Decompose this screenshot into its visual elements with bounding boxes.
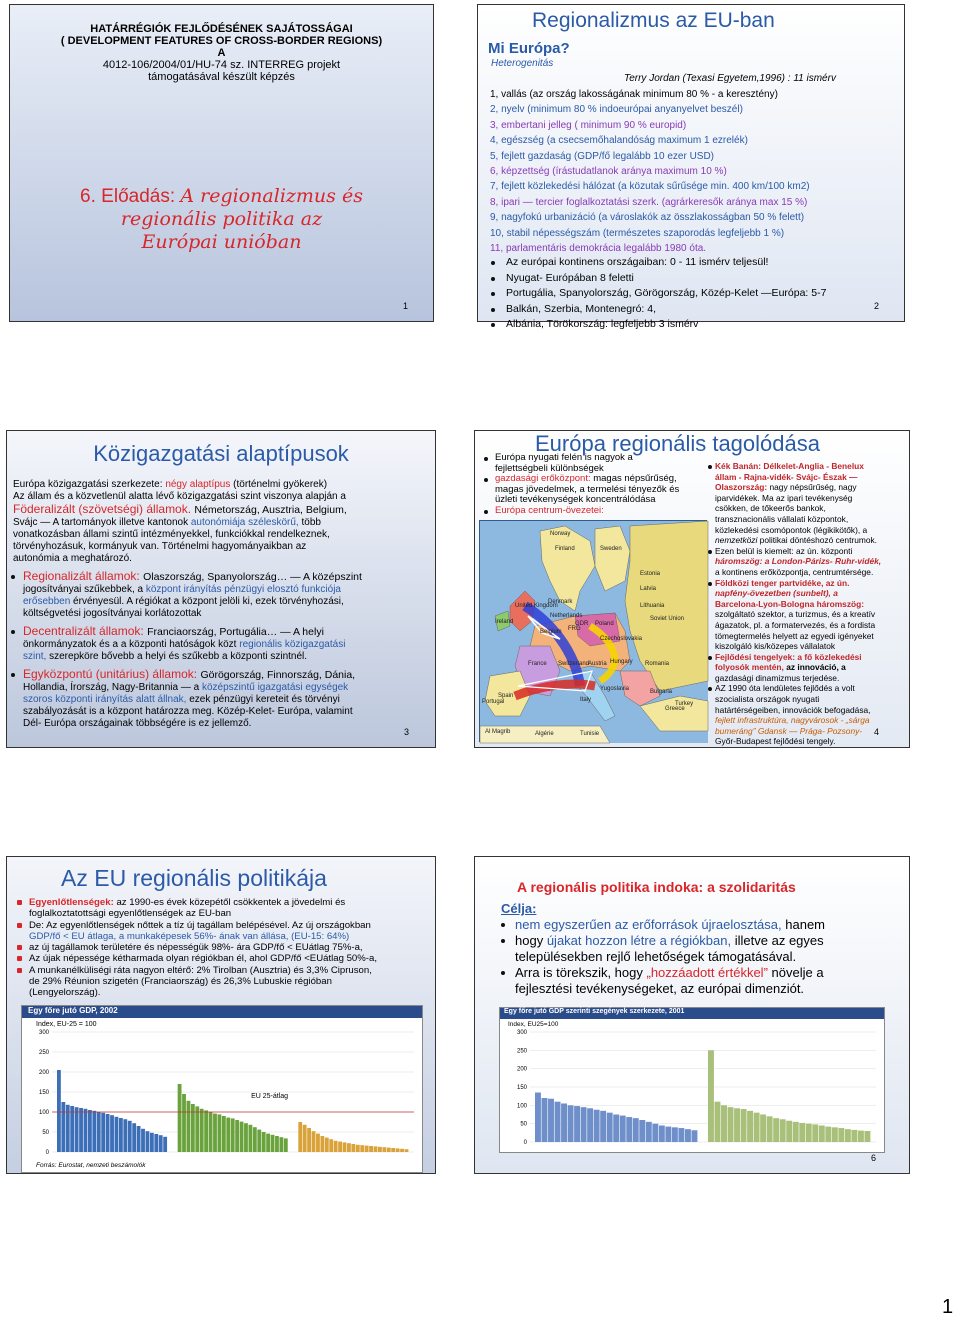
bar (633, 1118, 639, 1142)
bar (159, 1135, 163, 1152)
bar (734, 1108, 740, 1142)
bar (303, 1125, 307, 1152)
centrum-text-line: közlekedési csomópontok (légikikötők), a (715, 524, 868, 535)
bar (780, 1119, 786, 1142)
criterion: 11, parlamentáris demokrácia legalább 1980 óta. (490, 243, 707, 255)
chart-subtitle: Index, EU-25 = 100 (36, 1021, 97, 1028)
bar (163, 1137, 167, 1152)
bar (213, 1114, 217, 1152)
y-tick-label: 150 (516, 1085, 527, 1091)
bar (600, 1111, 606, 1142)
centrum-text-line: ágazatok, pl. a formatervezés, és a fordista (715, 619, 876, 630)
criterion: 3, embertani jelleg ( minimum 90 % europid) (490, 119, 687, 131)
bar (574, 1106, 580, 1142)
bar (271, 1135, 275, 1152)
slide-body: Európa közigazgatási szerkezete: négy alaptípus (történelmi gyökerek) Az állam és a közvetlenül alatta lévő közigazgatási szint viszonya alapján a Föderalizált (szövetségi) államok. Németország, Ausztria, Belgium, Svájc — A tartományok illetve kantonok autonómiája széleskörű, több vonatkozásban állami szintű intézményekkel, funkciókkal rendelkeznek, törvényhozásuk, kormányuk van. Történelmi hagyományaikban az autonómia a meghatározó. Regionalizált államok: Olaszország, Spanyolország… — A középszint jogosítványai szűkebbek, a központ irányítás pénzügyi elosztó funkciója erősebben érvényesül. A régiókat a központ jelöli ki, ezek törvényhozási, költségvetési jogosítványai korlátozottak Decentralizált államok: Franciaország, Portugália… — A helyi önkormányzatok és a a központi hatóságok közt regionális közigazgatási szint, szerepköre bővebb a helyi és szűkebb a központi szintnél. Egyközpontú (unitárius) államok: Görögország, Finnország, Dánia, Hollandia, Írország, Nagy-Britannia — a középszintű igazgatási egységek szoros központi irányítás alatt állnak, ezek pénzügyi kereteit és törvényi szabályozását is a központ határozza meg. Közép-Kelet- Európa, valamint Dél- Európa országainak többségére is ez jellemző. (13, 479, 362, 729)
centrum-text-line: kiszolgáló kis/közepes vállalatok (715, 641, 836, 652)
bar (154, 1134, 158, 1152)
project-title: HATÁRRÉGIÓK FEJLŐDÉSÉNEK SAJÁTOSSÁGAI ( DEVELOPMENT FEATURES OF CROSS-BORDER REGIONS) A 4012-106/2004/01/HU-74 sz. INTERREG projekt támogatásával készült képzés (60, 23, 383, 83)
map-country-label: Norway (550, 531, 571, 537)
centrum-text-line: Ezen belül is kiemelt: az ún. központi (715, 546, 911, 557)
slide-6 (474, 856, 910, 1174)
bar (721, 1105, 727, 1142)
map-country-label: Tunisie (580, 731, 600, 737)
centrum-text-line: állam - Rajna-vidék- Svájc- Észak — (715, 471, 858, 482)
bar (307, 1128, 311, 1152)
chart-source: Forrás: Eurostat, nemzeti beszámolók (36, 1162, 146, 1169)
slide-number: 2 (874, 301, 880, 311)
centrum-text-line: szolgáltató szektor, a turizmus, és a kreatív (715, 609, 876, 620)
bar (382, 1147, 386, 1152)
bar (767, 1116, 773, 1142)
centrum-text-line: gazdasági dinamizmus terjedése. (715, 672, 840, 683)
bar (665, 1127, 671, 1142)
bar (347, 1143, 351, 1152)
bar (356, 1145, 360, 1152)
bar (275, 1136, 279, 1152)
bar (396, 1148, 400, 1152)
slide-5 (6, 856, 436, 1174)
right-text (715, 461, 911, 747)
bar (535, 1093, 541, 1143)
y-tick-label: 200 (38, 1070, 49, 1076)
bar (218, 1114, 222, 1152)
bar (329, 1139, 333, 1152)
centrum-text-line: Kék Banán: Délkelet-Anglia - Benelux (715, 461, 911, 472)
bar (786, 1121, 792, 1142)
bar (61, 1102, 65, 1152)
map-country-label: Turkey (675, 701, 694, 707)
bar (279, 1137, 283, 1152)
criterion: 5, fejlett gazdaság (GDP/fő legalább 10 ezer USD) (490, 150, 715, 162)
bar (187, 1101, 191, 1152)
slide-heading: A regionális politika indoka: a szolidaritás (517, 879, 796, 895)
bullet-item: Portugália, Spanyolország, Görögország, Közép-Kelet —Európa: 5-7 (488, 286, 826, 302)
bar (793, 1122, 799, 1142)
heterogenity-label: Heterogenitás (491, 58, 554, 69)
slide-body: nem egyszerűen az erőforrások újraelosztása, hanem hogy újakat hozzon létre a régiókban, illetve az egyes településekben rejlő lehetőségek támogatásával. Arra is törekszik, hogy „hozzáadott értékkel” növelje a fejlesztési tevékenységeket, az európai dimenziót. (497, 917, 907, 997)
bar (209, 1112, 213, 1152)
slide-heading: Közigazgatási alaptípusok (93, 441, 349, 466)
bar (123, 1119, 127, 1152)
bar (652, 1124, 658, 1142)
centrum-text-line: bumeráng” Gdansk — Prága- Pozsony- (715, 725, 863, 736)
bar (594, 1110, 600, 1142)
bar (378, 1147, 382, 1152)
slide-number: 4 (874, 727, 880, 737)
bar (864, 1131, 870, 1142)
bar (747, 1111, 753, 1142)
map-country-label: Switzerland (558, 661, 590, 667)
bar (581, 1107, 587, 1142)
slide-body: Egyenlőtlenségek: az 1990-es évek közepétől csökkentek a jövedelmi és foglalkoztatottsági egyenlőtlenségek az EU-ban De: Az egyenlőtlenségek nőttek a tíz új tagállam belépésével. Az új országokban GDP/fő < EU átlaga, a munkaképesek 56%- ának van állása, (EU-15: 64%) az új tagállamok területére és népességük 98%- ára GDP/fő < EUátlag 75%-a, Az újak népessége kétharmada olyan régiókban él, ahol GDP/fő <EUátlag 50%-a, A munkanélküliségi ráta nagyon eltérő: 2% Tirolban (Ausztria) és 3,3% Cipruson, de 29% Réunion szigetén (Franciaország) és 26,3% Lubuskie régióban (Lengyelország). (17, 897, 437, 999)
criterion: 6, képzettség (írástudatlanok aránya maximum 10 %) (490, 166, 727, 178)
bar (84, 1109, 88, 1152)
bar (235, 1120, 239, 1152)
bar (819, 1126, 825, 1143)
chart-title: Egy főre jutó GDP, 2002 (28, 1006, 118, 1015)
bar (70, 1106, 74, 1152)
centrum-text-line: Fejlődési tengelyek: a fő közlekedési (715, 652, 911, 663)
bar (832, 1127, 838, 1142)
slide-2 (477, 4, 905, 331)
centrum-text-line: háromszög: a London-Párizs- Ruhr-vidék, (715, 556, 882, 567)
bar (110, 1115, 114, 1152)
bar (88, 1110, 92, 1152)
map-country-label: Lithuania (640, 603, 665, 609)
bar (400, 1149, 404, 1152)
bar (728, 1107, 734, 1142)
bar (613, 1115, 619, 1143)
bar (754, 1113, 760, 1142)
bar (248, 1125, 252, 1152)
source-note: Terry Jordan (Texasi Egyetem,1996) : 11 ismérv (624, 73, 836, 84)
bar (773, 1118, 779, 1142)
bar (845, 1129, 851, 1142)
y-tick-label: 50 (42, 1130, 49, 1136)
bar (369, 1146, 373, 1152)
bullet-item: Albánia, Törökország: legfeljebb 3 ismérv (488, 317, 826, 333)
centrum-text-line: a kontinens erőközpontja, centrumtérsége. (715, 566, 874, 577)
bar (231, 1118, 235, 1152)
map-country-label: Czechoslovakia (600, 636, 643, 642)
centrum-text-line: csökken, de tőkeerős bankok, (715, 503, 826, 514)
chart-5-svg (22, 1026, 424, 1166)
slide-3 (6, 430, 436, 748)
bar (639, 1120, 645, 1142)
criterion: 2, nyelv (minimum 80 % indoeurópai anyanyelvet beszél) (490, 104, 743, 116)
map-country-label: Italy (580, 697, 592, 703)
criterion: 10, stabil népességszám (természetes szaporodás legfeljebb 1 %) (490, 227, 785, 239)
bullet-item: Nyugat- Európában 8 feletti (488, 271, 826, 287)
bar (715, 1102, 721, 1142)
bar (226, 1118, 230, 1152)
map-country-label: Soviet Union (650, 616, 685, 622)
bar (851, 1130, 857, 1142)
bar (262, 1132, 266, 1152)
bar (678, 1128, 684, 1142)
bar (325, 1138, 329, 1152)
map-country-label: Spain (498, 693, 514, 699)
bar (178, 1084, 182, 1152)
map-country-label: Portugal (482, 699, 505, 705)
map-country-label: Ireland (495, 619, 514, 625)
bar (685, 1129, 691, 1142)
lecture-title: 6. Előadás: A regionalizmus és regionális politika az Európai unióban (80, 185, 363, 253)
bar (312, 1131, 316, 1152)
map-country-label: Denmark (548, 599, 573, 605)
y-tick-label: 300 (38, 1030, 49, 1036)
bar (620, 1116, 626, 1142)
bullet-item: Az európai kontinens országaiban: 0 - 11 ismérv teljesül! (488, 255, 826, 271)
bar (146, 1131, 150, 1152)
bar (626, 1117, 632, 1142)
y-tick-label: 250 (38, 1050, 49, 1056)
bar (405, 1149, 409, 1152)
bar (391, 1148, 395, 1152)
bar (132, 1123, 136, 1152)
gdp-chart-2001 (499, 1007, 885, 1153)
slide-number: 6 (871, 1153, 877, 1163)
bar (298, 1122, 302, 1152)
bar (542, 1098, 548, 1142)
bar (222, 1116, 226, 1152)
bar (119, 1118, 123, 1152)
centrum-text-line: határtérségeiben, innovációk befogadása, (715, 704, 871, 715)
bar (659, 1126, 665, 1143)
bar (351, 1144, 355, 1152)
bar (858, 1131, 864, 1142)
bar (568, 1105, 574, 1142)
map-country-label: Sweden (600, 546, 622, 552)
y-tick-label: 100 (516, 1103, 527, 1110)
criteria-list (490, 87, 810, 256)
centrum-text-line: Győr-Budapest fejlődési tengely. (715, 736, 836, 747)
centrum-text-line: napfény-övezetben (sunbelt), a (715, 588, 838, 599)
map-country-label: Estonia (640, 571, 661, 577)
bar (115, 1117, 119, 1152)
bar (691, 1130, 697, 1142)
bar (150, 1133, 154, 1152)
slide-number: 3 (404, 727, 410, 737)
bar (338, 1142, 342, 1152)
map-country-label: Belgium (540, 629, 562, 635)
slide-heading: Európa regionális tagolódása (535, 431, 820, 456)
gdp-chart-2002 (21, 1005, 423, 1173)
y-tick-label: 250 (516, 1048, 527, 1055)
bar (555, 1102, 561, 1142)
map-country-label: Algérie (535, 731, 554, 737)
y-tick-label: 300 (516, 1030, 527, 1036)
map-country-label: Yugoslavia (600, 686, 630, 692)
map-country-label: France (528, 661, 547, 667)
bar (266, 1134, 270, 1152)
map-country-label: Finland (555, 546, 575, 552)
average-label: EU 25-átlag (251, 1093, 289, 1100)
bar (284, 1138, 288, 1152)
subheading: Mi Európa? (488, 40, 570, 57)
centrum-text-line: AZ 1990 óta lendületes fejlődés a volt (715, 683, 911, 694)
centrum-text-line: folyosók mentén, az innováció, a (715, 662, 846, 673)
map-country-label: Latvia (640, 586, 657, 592)
bar (838, 1128, 844, 1142)
map-country-label: Romania (645, 661, 670, 667)
map-country-label: GDR (575, 621, 589, 627)
bullet-item: Balkán, Szerbia, Montenegró: 4, (488, 302, 826, 318)
centrum-text-line: szocialista országok nyugati (715, 694, 820, 705)
bar (92, 1111, 96, 1152)
chart-title: Egy főre jutó GDP szerinti szegények szerkezete, 2001 (504, 1008, 685, 1015)
map-country-label: Poland (595, 621, 614, 627)
bar (141, 1129, 145, 1152)
y-tick-label: 150 (38, 1090, 49, 1096)
map-country-label: Hungary (610, 659, 633, 665)
bar (708, 1050, 714, 1142)
left-bullets: Európa nyugati felén is nagyok a fejlettségbeli különbségek gazdasági erőközpont: magas népsűrűség, magas jövedelmek, a termelési tényezők és üzleti tevékenységek koncentrálódása Európa centrum-övezetei: (481, 453, 721, 516)
summary-bullets (488, 255, 826, 333)
bar (195, 1106, 199, 1152)
y-tick-label: 50 (520, 1121, 527, 1128)
bar (128, 1121, 132, 1152)
slide-heading: Regionalizmus az EU-ban (532, 9, 775, 32)
bar (200, 1109, 204, 1152)
bar (79, 1108, 83, 1152)
bar (741, 1109, 747, 1142)
bar (374, 1146, 378, 1152)
bar (57, 1070, 61, 1152)
bar (799, 1123, 805, 1142)
map-country-label: Bulgaria (650, 689, 673, 695)
centrum-text-line: Olaszország: nagy népsűrűség, nagy (715, 482, 857, 493)
bar (334, 1141, 338, 1152)
bar (204, 1110, 208, 1152)
bar (760, 1115, 766, 1143)
bar (97, 1112, 101, 1152)
bar (561, 1104, 567, 1143)
goal-label: Célja: (501, 901, 537, 916)
map-country-label: Al Magrib (485, 729, 511, 735)
bar (360, 1145, 364, 1152)
bar (75, 1107, 79, 1152)
bar (343, 1142, 347, 1152)
bar (587, 1108, 593, 1142)
bar (101, 1113, 105, 1152)
page-number: 1 (942, 1296, 954, 1318)
y-tick-label: 100 (38, 1110, 49, 1116)
map-country-label: Austria (588, 661, 607, 667)
y-tick-label: 200 (516, 1066, 527, 1073)
bar (182, 1094, 186, 1152)
criterion: 4, egészség (a csecsemőhalandóság maximum 1 ezrelék) (490, 135, 748, 147)
y-tick-label: 0 (523, 1140, 527, 1146)
map-country-label: Greece (665, 706, 685, 712)
bar (387, 1148, 391, 1152)
slide-1 (9, 4, 434, 322)
bar (548, 1099, 554, 1142)
criterion: 1, vallás (az ország lakosságának minimum 80 % - a keresztény) (490, 89, 778, 100)
bar (825, 1127, 831, 1142)
centrum-text-line: nemzetközi politikai döntéshozó centrumok. (715, 535, 878, 546)
bar (244, 1123, 248, 1152)
bar (191, 1104, 195, 1152)
bar (253, 1127, 257, 1152)
bar (672, 1127, 678, 1142)
map-country-label: Netherlands (550, 613, 583, 619)
centrum-text-line: iparvidékek. Ma az ipari tevékenység (715, 492, 853, 503)
map-country-label: United Kingdom (515, 603, 558, 609)
bar (607, 1113, 613, 1142)
bar (812, 1124, 818, 1142)
bar (316, 1134, 320, 1152)
slide-heading: Az EU regionális politikája (61, 865, 327, 891)
centrum-text-line: tömegtermelés helyett az egyedi igényeket (715, 630, 874, 641)
criterion: 9, nagyfokú urbanizáció (a városlakók az összlakosságban 50 % felett) (490, 212, 805, 224)
bar (240, 1122, 244, 1152)
europe-map (479, 520, 707, 742)
map-country-label: FRG (568, 626, 581, 632)
bar (106, 1114, 110, 1152)
bar (137, 1126, 141, 1152)
criterion: 7, fejlett közlekedési hálózat (a közutak sűrűsége min. 400 km/100 km2) (490, 181, 810, 193)
bar (320, 1136, 324, 1152)
centrum-text-line: transznacionális vállalati központok, (715, 513, 849, 524)
bar (646, 1122, 652, 1142)
bar (365, 1146, 369, 1152)
bar (257, 1130, 261, 1152)
slide-number: 1 (403, 301, 409, 311)
criterion: 8, ipari — tercier foglalkoztatási szerk. (agrárkeresők aránya max 15 %) (490, 196, 808, 208)
chart-subtitle: Index, EU25=100 (508, 1021, 559, 1028)
centrum-text-line: Földközi tenger partvidéke, az ún. (715, 578, 911, 589)
centrum-text-line: fejlett infrastruktúra, nagyvárosok - „sárga (715, 715, 870, 726)
chart-6-svg (500, 1026, 886, 1154)
bar (806, 1124, 812, 1142)
centrum-text-line: Barcelona-Lyon-Bologna háromszög: (715, 598, 865, 609)
y-tick-label: 0 (45, 1150, 49, 1156)
